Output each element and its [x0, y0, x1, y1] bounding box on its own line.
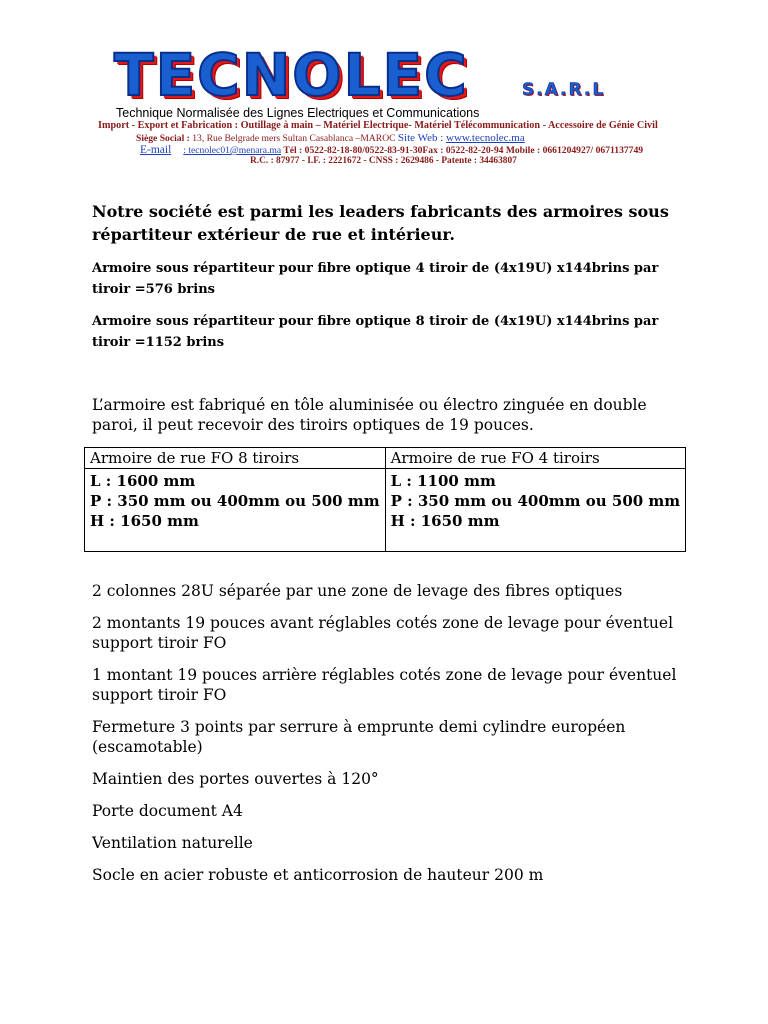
company-logo: TECNOLEC: [114, 41, 469, 109]
list-item: 2 montants 19 pouces avant réglables cotés zone de levage pour éventuel support tiroir FO: [92, 614, 674, 652]
headquarters-line: [136, 132, 525, 144]
height-value: H : 1650 mm: [390, 512, 500, 530]
product-4-drawers: Armoire sous répartiteur pour fibre optique 4 tiroir de (4x19U) x144brins par tiroir =576 brins: [92, 261, 659, 297]
email-label: E-mail: [140, 144, 172, 156]
length-value: L : 1600 mm: [90, 472, 196, 490]
list-item: Maintien des portes ouvertes à 120°: [92, 770, 379, 788]
list-item: Fermeture 3 points par serrure à emprunte demi cylindre européen (escamotable): [92, 718, 626, 756]
product-8-drawers: Armoire sous répartiteur pour fibre optique 8 tiroir de (4x19U) x144brins par tiroir =1152 brins: [92, 314, 659, 350]
description-paragraph: L’armoire est fabriqué en tôle aluminisée ou électro zinguée en double paroi, il peut recevoir des tiroirs optiques de 19 pouces.: [92, 396, 647, 434]
depth-value: P : 350 mm ou 400mm ou 500 mm: [90, 492, 380, 510]
features-list: [92, 581, 692, 897]
website-link[interactable]: www.tecnolec.ma: [446, 132, 525, 144]
height-value: H : 1650 mm: [90, 512, 199, 530]
list-item: Ventilation naturelle: [92, 834, 253, 852]
length-value: L : 1100 mm: [390, 472, 496, 490]
phone-numbers: Tél : 0522-82-18-80/0522-83-91-30Fax : 0522-82-20-94 Mobile : 0661204927/ 0671137749: [281, 145, 644, 156]
table-header-8-drawers: Armoire de rue FO 8 tiroirs: [85, 448, 386, 469]
company-legal-form: S.A.R.L: [522, 80, 606, 100]
list-item: Socle en acier robuste et anticorrosion de hauteur 200 m: [92, 866, 544, 884]
list-item: Porte document A4: [92, 802, 243, 820]
hq-label: Siège Social :: [136, 133, 190, 144]
table-cell-4-drawers: [385, 469, 686, 552]
site-label: Site Web :: [397, 132, 447, 144]
table-row: [85, 469, 686, 552]
dimensions-table: [84, 447, 686, 552]
table-cell-8-drawers: [85, 469, 386, 552]
email-link[interactable]: : tecnolec01@menara.ma: [183, 145, 282, 156]
intro-paragraph: Notre société est parmi les leaders fabricants des armoires sous répartiteur extérieur de rue et intérieur.: [92, 202, 669, 244]
letterhead: [90, 40, 690, 170]
list-item: 2 colonnes 28U séparée par une zone de levage des fibres optiques: [92, 582, 623, 600]
registration-line: R.C. : 87977 - I.F. : 2221672 - CNSS : 2629486 - Patente : 34463807: [250, 156, 517, 166]
table-header-4-drawers: Armoire de rue FO 4 tiroirs: [385, 448, 686, 469]
company-activities: Import - Export et Fabrication : Outillage à main – Matériel Electrique- Matériel Télécommunication - Accessoire de Génie Civil: [98, 120, 658, 131]
depth-value: P : 350 mm ou 400mm ou 500 mm: [390, 492, 681, 510]
hq-address: 13, Rue Belgrade mers Sultan Casablanca –MAROC: [189, 133, 398, 144]
company-tagline: Technique Normalisée des Lignes Electriques et Communications: [116, 106, 480, 120]
contact-line: [140, 144, 643, 156]
list-item: 1 montant 19 pouces arrière réglables cotés zone de levage pour éventuel support tiroir FO: [92, 666, 677, 704]
table-header-row: [85, 448, 686, 469]
